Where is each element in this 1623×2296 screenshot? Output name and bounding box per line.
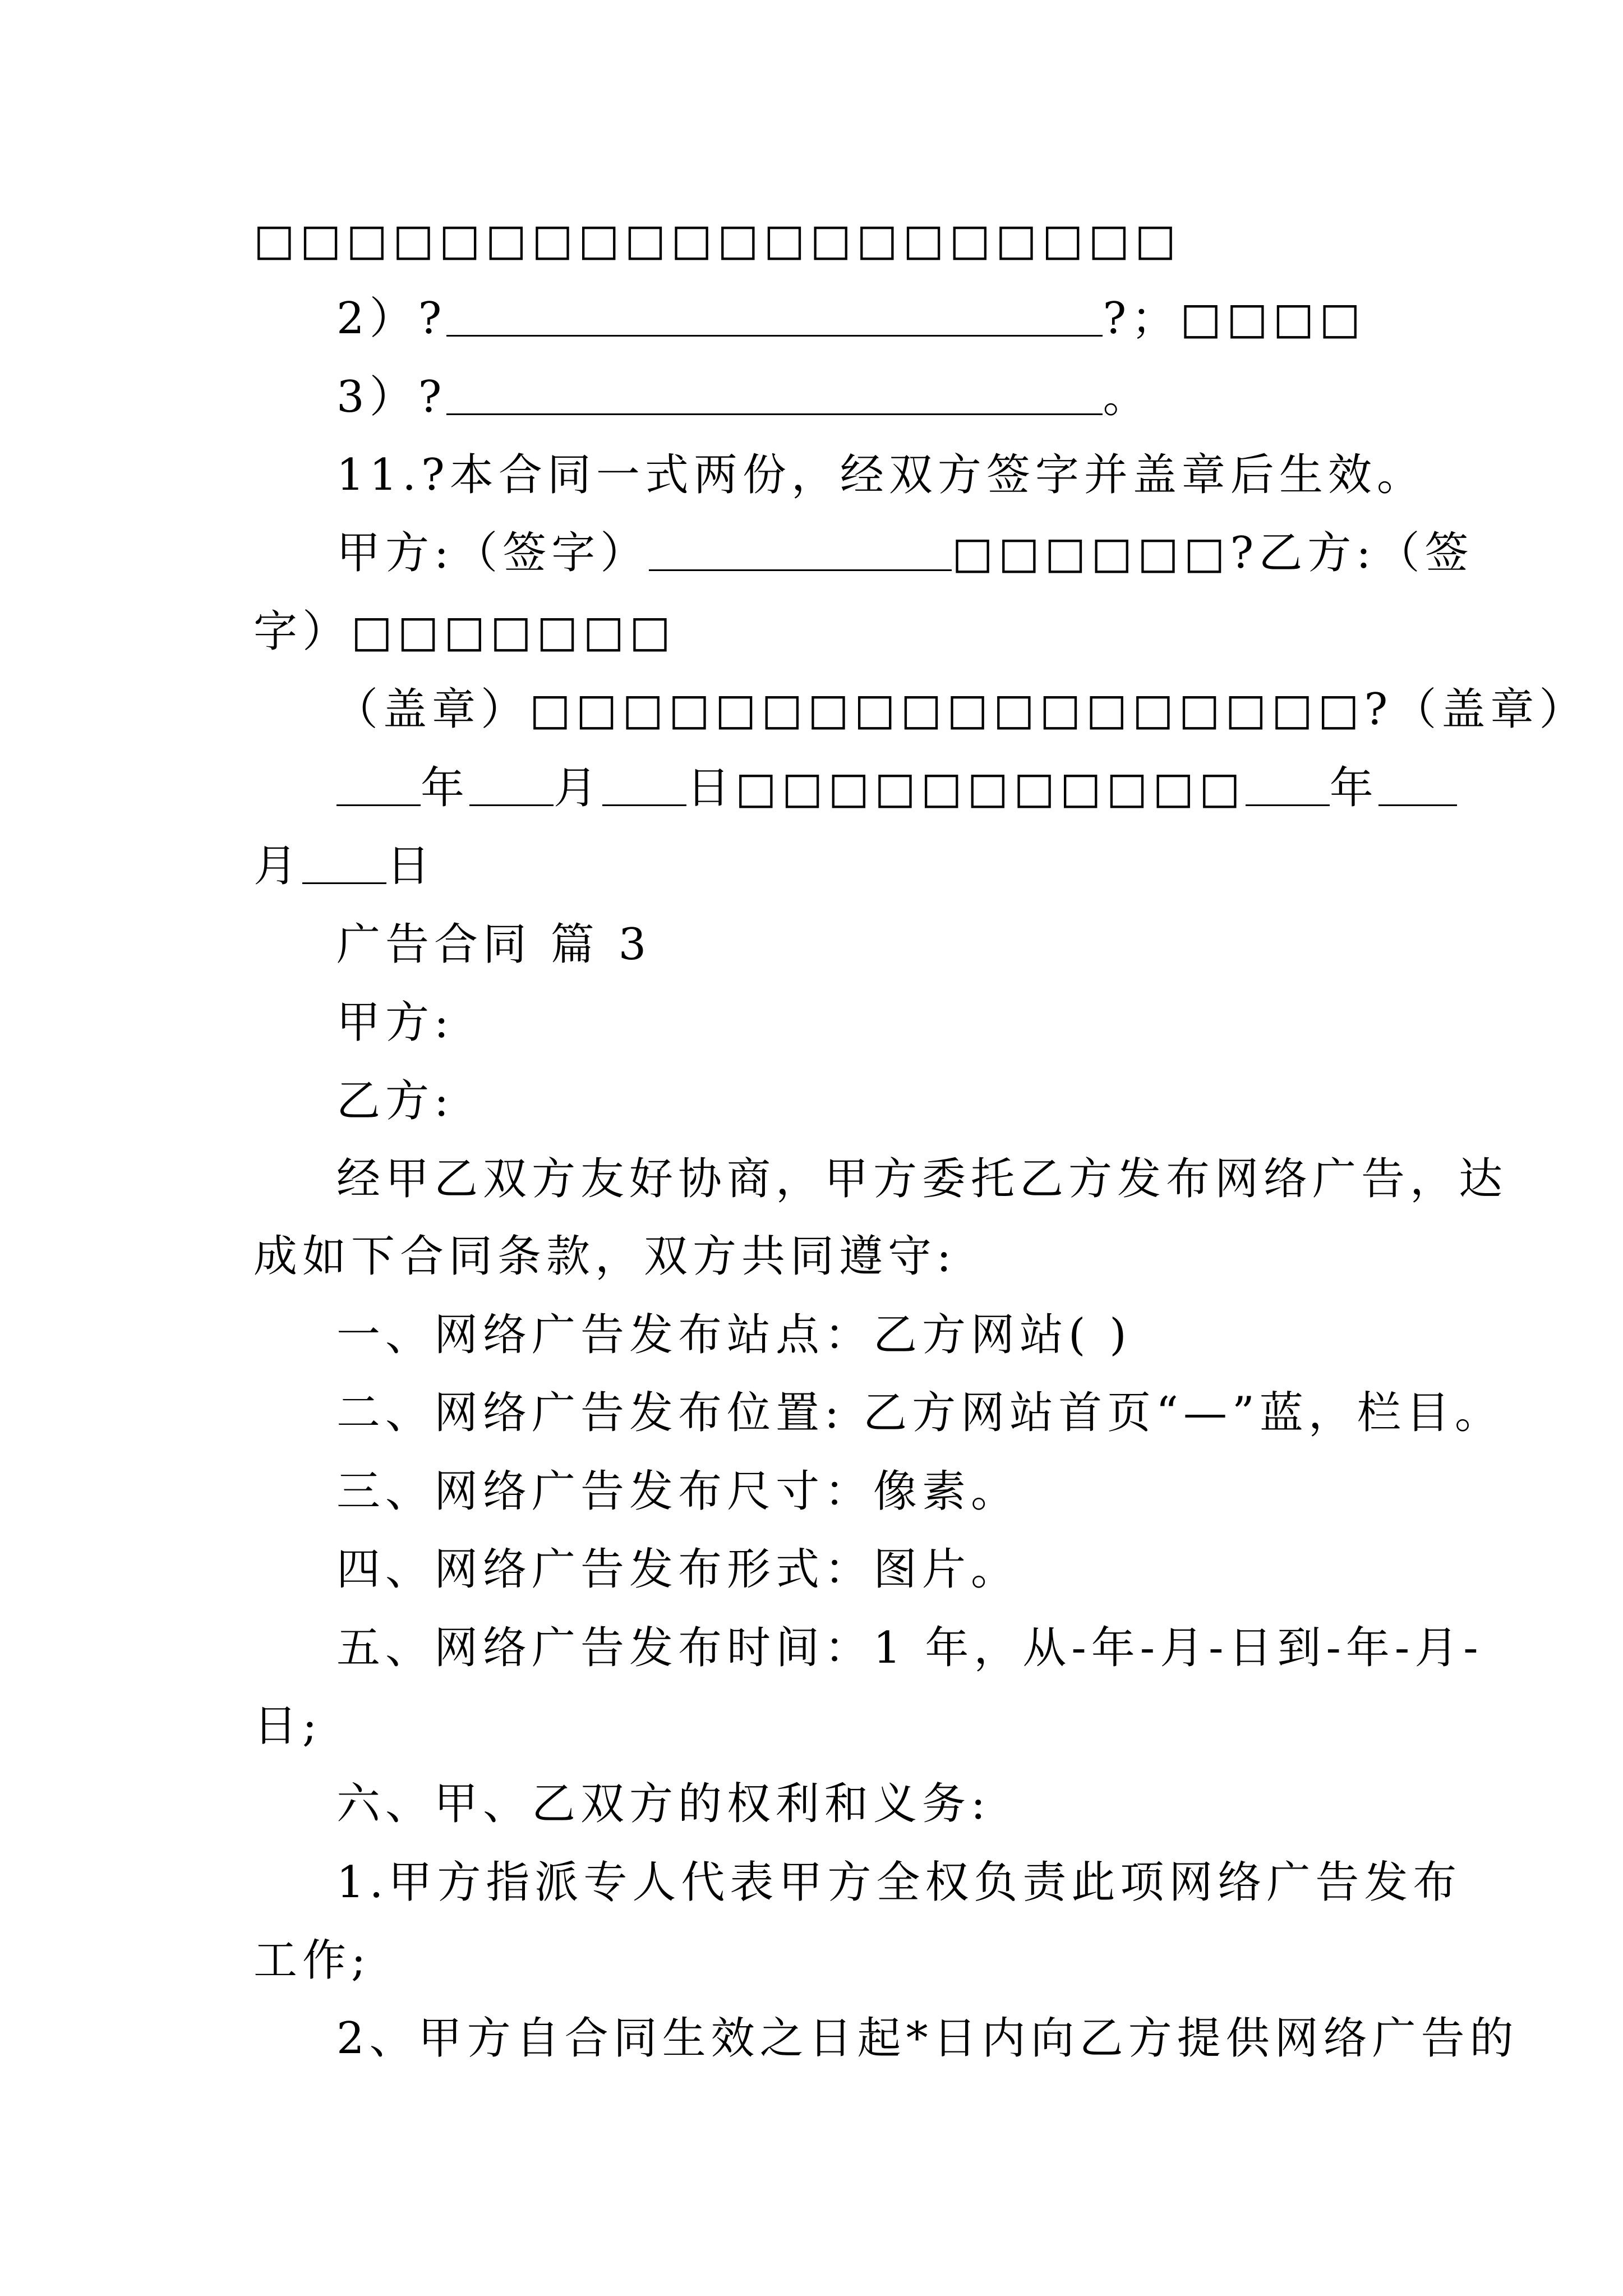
month-label: 月 <box>253 841 303 891</box>
clause-text-continued: 工作; <box>253 1935 371 1986</box>
year-blank <box>1246 767 1330 806</box>
day-blank <box>602 767 686 806</box>
paragraph-line <box>0 291 1623 347</box>
paragraph-line <box>0 2010 1623 2067</box>
party-b-label: 乙方: <box>336 1076 454 1126</box>
clause-text: 三、网络广告发布尺寸：像素。 <box>336 1466 1020 1517</box>
paragraph-line <box>0 1385 1623 1441</box>
day-label: 日 <box>386 841 436 891</box>
year-blank <box>336 767 421 806</box>
paragraph-line <box>0 1151 1623 1207</box>
clause-text: 四、网络广告发布形式：图片。 <box>336 1544 1020 1595</box>
item-number: 2）? <box>336 293 447 344</box>
month-blank <box>1378 767 1457 806</box>
paragraph-line <box>0 1776 1623 1832</box>
paragraph-line <box>0 1307 1623 1363</box>
party-b-signature-continued: 字）□□□□□□□ <box>253 606 676 657</box>
paragraph-line <box>0 525 1623 581</box>
clause-text: 2、甲方自合同生效之日起*日内向乙方提供网络广告的 <box>336 2013 1519 2064</box>
year-label: 年 <box>1329 763 1378 813</box>
clause-text-continued: 日; <box>253 1701 322 1751</box>
paragraph-line <box>0 917 1623 973</box>
paragraph-line <box>0 760 1623 816</box>
intro-text: 经甲乙双方友好协商，甲方委托乙方发布网络广告，达 <box>336 1154 1508 1204</box>
placeholder-boxes: □□□□ <box>1180 293 1366 344</box>
paragraph-line <box>0 995 1623 1051</box>
paragraph-line <box>0 1855 1623 1911</box>
item-suffix: 。 <box>1103 372 1152 422</box>
paragraph-line <box>0 604 1623 660</box>
paragraph-line <box>0 1073 1623 1129</box>
section-heading: 广告合同 篇 3 <box>336 919 652 970</box>
placeholder-boxes: □□□□□□ <box>952 528 1230 578</box>
paragraph-line <box>0 1464 1623 1520</box>
intro-text-continued: 成如下合同条款，双方共同遵守: <box>253 1231 957 1282</box>
seal-labels: （盖章）□□□□□□□□□□□□□□□□□□?（盖章） <box>334 684 1588 735</box>
clause-text: 二、网络广告发布位置: 乙方网站首页“—”蓝，栏目。 <box>336 1388 1504 1438</box>
month-blank <box>469 767 554 806</box>
month-label: 月 <box>554 763 603 813</box>
signature-blank <box>649 532 952 571</box>
clause-text: 11.?本合同一式两份，经双方签字并盖章后生效。 <box>336 450 1426 500</box>
item-number: 3）? <box>336 372 447 422</box>
party-a-label: 甲方: <box>336 997 454 1048</box>
paragraph-line <box>0 447 1623 503</box>
fill-in-blank <box>446 376 1103 415</box>
paragraph-line <box>0 1542 1623 1598</box>
item-suffix: ?； <box>1103 293 1181 344</box>
clause-text: 1.甲方指派专人代表甲方全权负责此项网络广告发布 <box>336 1857 1462 1908</box>
paragraph-line <box>0 682 1623 738</box>
year-label: 年 <box>421 763 470 813</box>
placeholder-boxes: □□□□□□□□□□□□□□□□□□□□ <box>253 215 1181 265</box>
clause-text: 六、甲、乙双方的权利和义务: <box>336 1779 991 1829</box>
paragraph-line <box>0 212 1623 268</box>
paragraph-line <box>0 1932 1623 1989</box>
paragraph-line <box>0 369 1623 425</box>
fill-in-blank <box>446 298 1103 337</box>
placeholder-boxes: □□□□□□□□□□□ <box>735 763 1246 813</box>
clause-text: 五、网络广告发布时间：1 年，从-年-月-日到-年-月- <box>336 1623 1483 1673</box>
paragraph-line <box>0 1228 1623 1285</box>
paragraph-line <box>0 1620 1623 1676</box>
paragraph-line <box>0 838 1623 894</box>
party-b-signature-label: ?乙方:（签 <box>1230 528 1474 578</box>
day-blank <box>302 845 386 884</box>
paragraph-line <box>0 1698 1623 1754</box>
clause-text: 一、网络广告发布站点：乙方网站( ) <box>336 1310 1132 1360</box>
day-label: 日 <box>686 763 736 813</box>
party-a-signature-label: 甲方:（签字） <box>336 528 649 578</box>
